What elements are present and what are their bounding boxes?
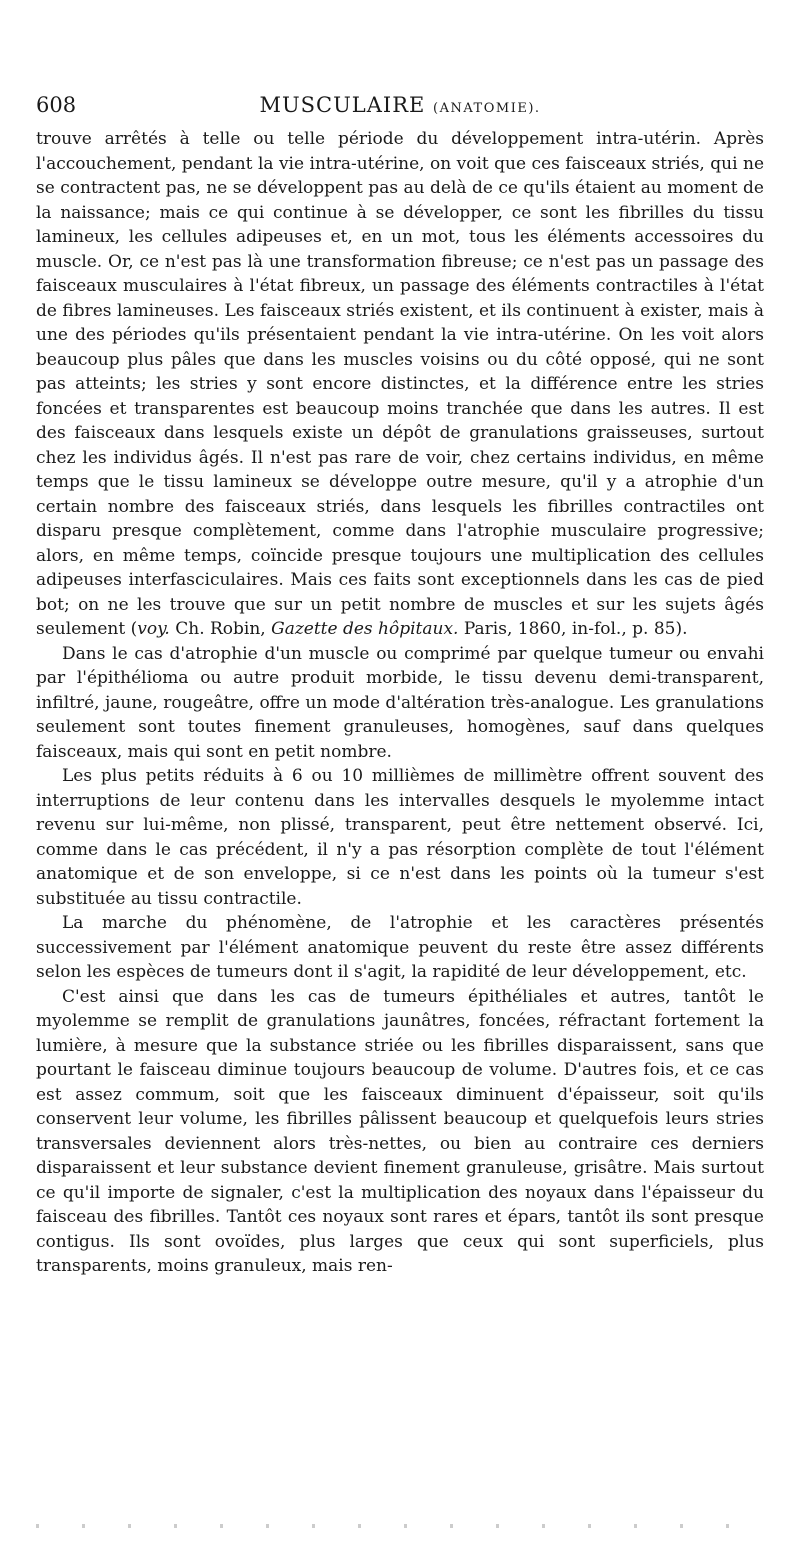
paragraph-5: C'est ainsi que dans les cas de tumeurs épithéliales et autres, tantôt le myolemme se remplit de granulations jaunâtres, foncées, réfractant fortement la lumière, à mesure que la substance striée ou les fibrilles disparaissent, sans que pourtant le faisceau diminue toujours beaucoup de volume. D'autres fois, et ce cas est assez commum, soit que les faisceaux diminuent d'épaisseur, soit qu'ils conservent leur volume, les fibrilles pâlissent beaucoup et quelquefois leurs stries transversales deviennent alors très-nettes, ou bien au contraire ces derniers disparaissent et leur substance devient finement granuleuse, grisâtre. Mais surtout ce qu'il importe de signaler, c'est la multiplication des noyaux dans l'épaisseur du faisceau des fibrilles. Tantôt ces noyaux sont rares et épars, tantôt ils sont presque contigus. Ils sont ovoïdes, plus larges que ceux qui sont superficiels, plus transparents, moins granuleux, mais ren- — [36, 986, 764, 1276]
citation-author: Ch. Robin, — [169, 619, 272, 639]
paragraph-2: Dans le cas d'atrophie d'un muscle ou comprimé par quelque tumeur ou envahi par l'épithélioma ou autre produit morbide, le tissu devenu demi-transparent, infiltré, jaune, rougeâtre, offre un mode d'altération très-analogue. Les granulations seulement sont toutes finement granuleuses, homogènes, sauf dans quelques faisceaux, mais qui sont en petit nombre. — [36, 643, 764, 762]
running-title-main: MUSCULAIRE — [259, 93, 426, 117]
footer-print-marks — [36, 1524, 764, 1528]
page-number: 608 — [36, 93, 77, 117]
paragraph-1 — [36, 127, 764, 642]
paragraph-1-text: trouve arrêtés à telle ou telle période du développement intra-utérin. Après l'accouchement, pendant la vie intra-utérine, on voit que ces faisceaux striés, qui ne se contractent pas, ne se développent pas au delà de ce qu'ils étaient au moment de la naissance; mais ce qui continue à se développer, ce sont les fibrilles du tissu lamineux, les cellules adipeuses et, en un mot, tous les éléments accessoires du muscle. Or, ce n'est pas là une transformation fibreuse; ce n'est pas un passage des faisceaux musculaires à l'état fibreux, un passage des éléments contractiles à l'état de fibres lamineuses. Les faisceaux striés existent, et ils continuent à exister, mais à une des périodes qu'ils présentaient pendant la vie intra-utérine. On les voit alors beaucoup plus pâles que dans les muscles voisins ou du côté opposé, qui ne sont pas atteints; les stries y sont encore distinctes, et la différence entre les stries foncées et transparentes est beaucoup moins tranchée que dans les autres. Il est des faisceaux dans lesquels existe un dépôt de granulations graisseuses, surtout chez les individus âgés. Il n'est pas rare de voir, chez certains individus, en même temps que le tissu lamineux se développe outre mesure, qu'il y a atrophie d'un certain nombre des faisceaux striés, dans lesquels les fibrilles contractiles ont disparu presque complètement, comme dans l'atrophie musculaire progressive; alors, en même temps, coïncide presque toujours une multiplication des cellules adipeuses interfasciculaires. Mais ces faits sont exceptionnels dans les cas de pied bot; on ne les trouve que sur un petit nombre de muscles et sur les sujets âgés seulement ( — [36, 129, 764, 639]
citation-voy: voy. — [137, 619, 170, 639]
running-title — [36, 93, 764, 117]
running-header — [36, 93, 764, 123]
running-title-subtitle: (ANATOMIE). — [433, 101, 541, 116]
paragraph-3: Les plus petits réduits à 6 ou 10 millièmes de millimètre offrent souvent des interruptions de leur contenu dans les intervalles desquels le myolemme intact revenu sur lui-même, non plissé, transparent, peut être nettement observé. Ici, comme dans le cas précédent, il n'y a pas résorption complète de tout l'élément anatomique et de son enveloppe, si ce n'est dans les points où la tumeur s'est substituée au tissu contractile. — [36, 766, 764, 909]
body-text — [36, 127, 764, 1279]
citation-details: Paris, 1860, in-fol., p. 85). — [458, 619, 688, 639]
paragraph-4: La marche du phénomène, de l'atrophie et les caractères présentés successivement par l'élément anatomique peuvent du reste être assez différents selon les espèces de tumeurs dont il s'agit, la rapidité de leur développement, etc. — [36, 913, 764, 982]
citation-journal: Gazette des hôpitaux. — [271, 619, 459, 639]
